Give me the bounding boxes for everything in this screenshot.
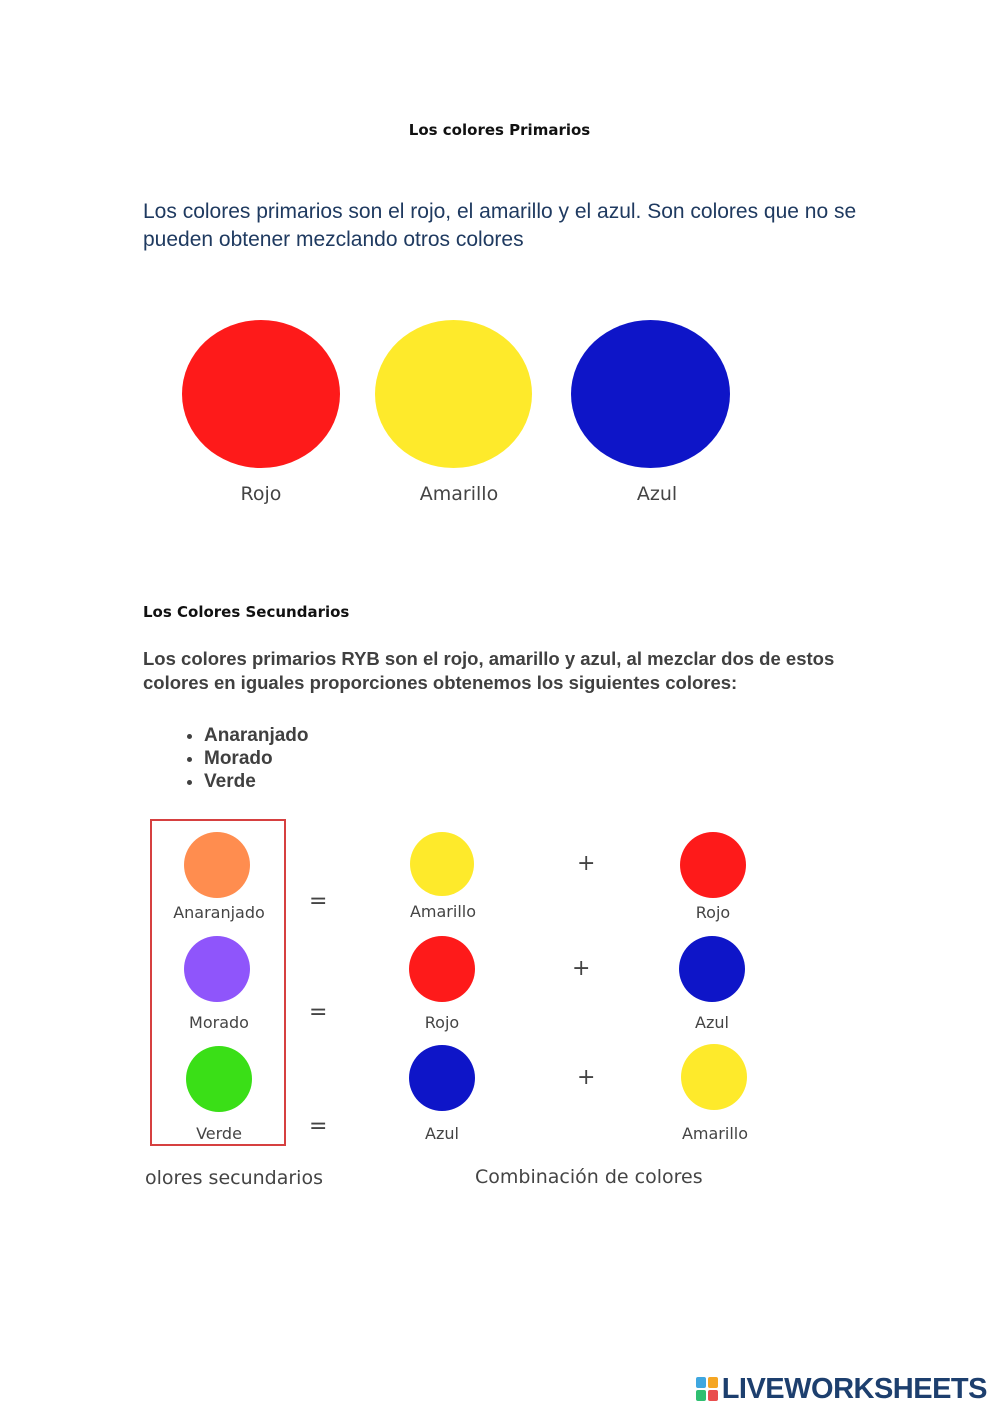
combo-circle-blue: [679, 936, 745, 1002]
combo-label-yellow: Amarillo: [681, 1124, 749, 1143]
equals-sign: =: [309, 1114, 328, 1139]
secondary-label-orange: Anaranjado: [173, 903, 265, 922]
secondary-label-purple: Morado: [189, 1013, 249, 1032]
combo-label-yellow: Amarillo: [409, 902, 477, 921]
combo-label-blue: Azul: [425, 1124, 459, 1143]
combo-label-red: Rojo: [424, 1013, 460, 1032]
plus-sign: +: [572, 956, 591, 981]
caption-color-combination: Combinación de colores: [475, 1166, 703, 1188]
combo-circle-yellow: [681, 1044, 747, 1110]
logo-text: LIVEWORKSHEETS: [721, 1372, 987, 1405]
secondary-circle-purple: [184, 936, 250, 1002]
secondary-heading: Los Colores Secundarios: [143, 603, 350, 621]
primary-label-yellow: Amarillo: [419, 483, 499, 505]
primary-label-blue: Azul: [636, 483, 678, 505]
equals-sign: =: [309, 889, 328, 914]
combo-circle-red: [680, 832, 746, 898]
page-title: Los colores Primarios: [408, 121, 591, 139]
secondary-label-green: Verde: [196, 1124, 242, 1143]
equals-sign: =: [309, 1000, 328, 1025]
combo-circle-yellow: [410, 832, 474, 896]
secondary-list: [170, 724, 309, 793]
list-item: • Morado: [204, 747, 309, 770]
plus-sign: +: [577, 1065, 596, 1090]
primary-circle-red: [182, 320, 340, 468]
primary-label-red: Rojo: [240, 483, 282, 505]
secondary-circle-green: [186, 1046, 252, 1112]
list-item: • Verde: [204, 770, 309, 793]
primary-circle-yellow: [375, 320, 532, 468]
combo-label-red: Rojo: [695, 903, 731, 922]
combo-circle-blue: [409, 1045, 475, 1111]
combo-label-blue: Azul: [695, 1013, 729, 1032]
caption-secondary-colors: olores secundarios: [145, 1167, 323, 1189]
list-item: • Anaranjado: [204, 724, 309, 747]
secondary-paragraph: Los colores primarios RYB son el rojo, amarillo y azul, al mezclar dos de estos colores en iguales proporciones obtenemos los siguientes colores:: [143, 648, 835, 693]
liveworksheets-logo: [696, 1374, 987, 1404]
plus-sign: +: [577, 851, 596, 876]
logo-mark-icon: [696, 1377, 718, 1401]
primary-circle-blue: [571, 320, 730, 468]
secondary-circle-orange: [184, 832, 250, 898]
intro-paragraph: Los colores primarios son el rojo, el amarillo y el azul. Son colores que no se pueden obtener mezclando otros colores: [143, 200, 857, 251]
combo-circle-red: [409, 936, 475, 1002]
